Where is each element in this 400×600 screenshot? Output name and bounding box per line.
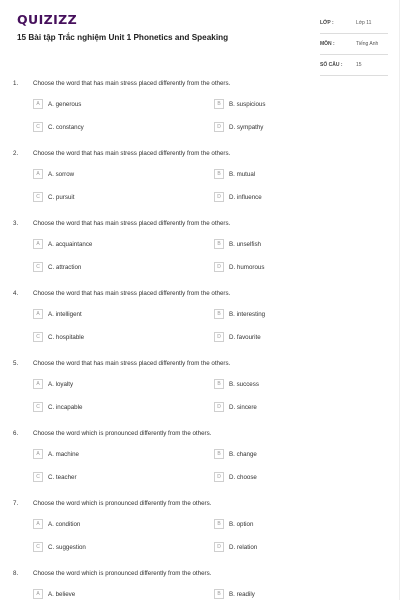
option-letter-box[interactable]: B <box>214 99 224 109</box>
answer-option[interactable] <box>214 99 265 109</box>
answer-option[interactable] <box>214 379 259 389</box>
answer-option[interactable] <box>214 332 261 342</box>
option-letter-box[interactable]: B <box>214 519 224 529</box>
option-letter-box[interactable]: D <box>214 262 224 272</box>
answer-option[interactable] <box>214 309 265 319</box>
answer-option[interactable] <box>214 122 263 132</box>
option-text: A. condition <box>48 520 81 528</box>
answer-option[interactable] <box>33 169 74 179</box>
option-text: B. success <box>229 380 259 388</box>
answer-option[interactable] <box>214 192 262 202</box>
answer-option[interactable] <box>214 449 257 459</box>
option-text: C. pursuit <box>48 193 75 201</box>
answer-option[interactable] <box>214 402 257 412</box>
option-letter-box[interactable]: C <box>33 472 43 482</box>
meta-row-subject <box>320 34 388 55</box>
option-text: C. suggestion <box>48 543 86 551</box>
answer-option[interactable] <box>214 589 255 599</box>
meta-row-count <box>320 55 388 76</box>
option-text: C. hospitable <box>48 333 85 341</box>
option-letter-box[interactable]: C <box>33 122 43 132</box>
answer-option[interactable] <box>33 122 84 132</box>
option-text: B. interesting <box>229 310 266 318</box>
answer-option[interactable] <box>214 239 261 249</box>
option-letter-box[interactable]: D <box>214 402 224 412</box>
option-letter-box[interactable]: A <box>33 449 43 459</box>
question-number: 7. <box>13 500 19 507</box>
meta-row-grade <box>320 13 388 34</box>
option-letter-box[interactable]: D <box>214 122 224 132</box>
answer-option[interactable] <box>33 449 79 459</box>
question-number: 5. <box>13 360 19 367</box>
option-text: D. choose <box>229 473 257 481</box>
answer-option[interactable] <box>33 192 74 202</box>
option-text: A. loyalty <box>48 380 74 388</box>
answer-option[interactable] <box>33 239 92 249</box>
option-letter-box[interactable]: A <box>33 519 43 529</box>
answer-option[interactable] <box>33 472 77 482</box>
option-text: D. influence <box>229 193 262 201</box>
question-number: 4. <box>13 290 19 297</box>
option-letter-box[interactable]: C <box>33 332 43 342</box>
option-text: B. mutual <box>229 170 256 178</box>
meta-key: LỚP : <box>320 20 334 26</box>
question-number: 8. <box>13 570 19 577</box>
option-text: A. machine <box>48 450 79 458</box>
option-text: B. readily <box>229 590 255 598</box>
answer-option[interactable] <box>33 332 84 342</box>
option-text: D. relation <box>229 543 258 551</box>
option-text: C. attraction <box>48 263 82 271</box>
meta-value: Lớp 11 <box>356 20 372 26</box>
option-letter-box[interactable]: A <box>33 169 43 179</box>
answer-option[interactable] <box>33 402 82 412</box>
option-letter-box[interactable]: D <box>214 192 224 202</box>
option-text: D. humorous <box>229 263 265 271</box>
answer-option[interactable] <box>33 519 80 529</box>
answer-option[interactable] <box>33 379 73 389</box>
option-text: D. favourite <box>229 333 261 341</box>
question-text: Choose the word which is pronounced differently from the others. <box>33 570 212 577</box>
meta-key: MÔN : <box>320 41 335 47</box>
option-letter-box[interactable]: A <box>33 589 43 599</box>
option-letter-box[interactable]: C <box>33 192 43 202</box>
option-text: A. believe <box>48 590 76 598</box>
option-letter-box[interactable]: B <box>214 589 224 599</box>
meta-panel <box>320 13 388 76</box>
option-letter-box[interactable]: B <box>214 169 224 179</box>
option-text: A. acquaintance <box>48 240 93 248</box>
option-text: C. incapable <box>48 403 83 411</box>
answer-option[interactable] <box>33 589 75 599</box>
option-letter-box[interactable]: B <box>214 309 224 319</box>
option-letter-box[interactable]: A <box>33 309 43 319</box>
option-letter-box[interactable]: A <box>33 239 43 249</box>
option-letter-box[interactable]: A <box>33 379 43 389</box>
option-letter-box[interactable]: C <box>33 402 43 412</box>
option-letter-box[interactable]: B <box>214 449 224 459</box>
question-number: 3. <box>13 220 19 227</box>
question-number: 6. <box>13 430 19 437</box>
option-text: A. intelligent <box>48 310 82 318</box>
answer-option[interactable] <box>214 519 253 529</box>
option-letter-box[interactable]: B <box>214 239 224 249</box>
answer-option[interactable] <box>214 169 255 179</box>
meta-value: Tiếng Anh <box>356 41 379 47</box>
question-text: Choose the word which is pronounced differently from the others. <box>33 500 212 507</box>
option-text: C. constancy <box>48 123 84 131</box>
answer-option[interactable] <box>33 309 82 319</box>
meta-key: SỐ CÂU : <box>320 62 343 68</box>
answer-option[interactable] <box>214 262 264 272</box>
option-text: D. sincere <box>229 403 257 411</box>
answer-option[interactable] <box>214 472 257 482</box>
option-letter-box[interactable]: D <box>214 472 224 482</box>
option-letter-box[interactable]: D <box>214 542 224 552</box>
logo: QUIZIZZ <box>17 12 78 27</box>
option-text: A. generous <box>48 100 82 108</box>
option-letter-box[interactable]: A <box>33 99 43 109</box>
question-text: Choose the word that has main stress placed differently from the others. <box>33 220 231 227</box>
option-text: B. suspicious <box>229 100 266 108</box>
option-letter-box[interactable]: B <box>214 379 224 389</box>
question-text: Choose the word that has main stress placed differently from the others. <box>33 290 231 297</box>
answer-option[interactable] <box>214 542 257 552</box>
option-letter-box[interactable]: C <box>33 262 43 272</box>
question-text: Choose the word that has main stress placed differently from the others. <box>33 80 231 87</box>
option-text: A. sorrow <box>48 170 75 178</box>
answer-option[interactable] <box>33 542 86 552</box>
option-text: C. teacher <box>48 473 77 481</box>
question-text: Choose the word that has main stress placed differently from the others. <box>33 150 231 157</box>
question-text: Choose the word which is pronounced differently from the others. <box>33 430 212 437</box>
option-letter-box[interactable]: C <box>33 542 43 552</box>
answer-option[interactable] <box>33 99 81 109</box>
option-text: B. unselfish <box>229 240 261 248</box>
option-text: B. change <box>229 450 257 458</box>
meta-value: 15 <box>356 62 362 68</box>
option-text: D. sympathy <box>229 123 264 131</box>
option-letter-box[interactable]: D <box>214 332 224 342</box>
page-title: 15 Bài tập Trắc nghiệm Unit 1 Phonetics and Speaking <box>17 33 229 42</box>
question-number: 1. <box>13 80 19 87</box>
question-text: Choose the word that has main stress placed differently from the others. <box>33 360 231 367</box>
question-number: 2. <box>13 150 19 157</box>
option-text: B. option <box>229 520 254 528</box>
answer-option[interactable] <box>33 262 81 272</box>
